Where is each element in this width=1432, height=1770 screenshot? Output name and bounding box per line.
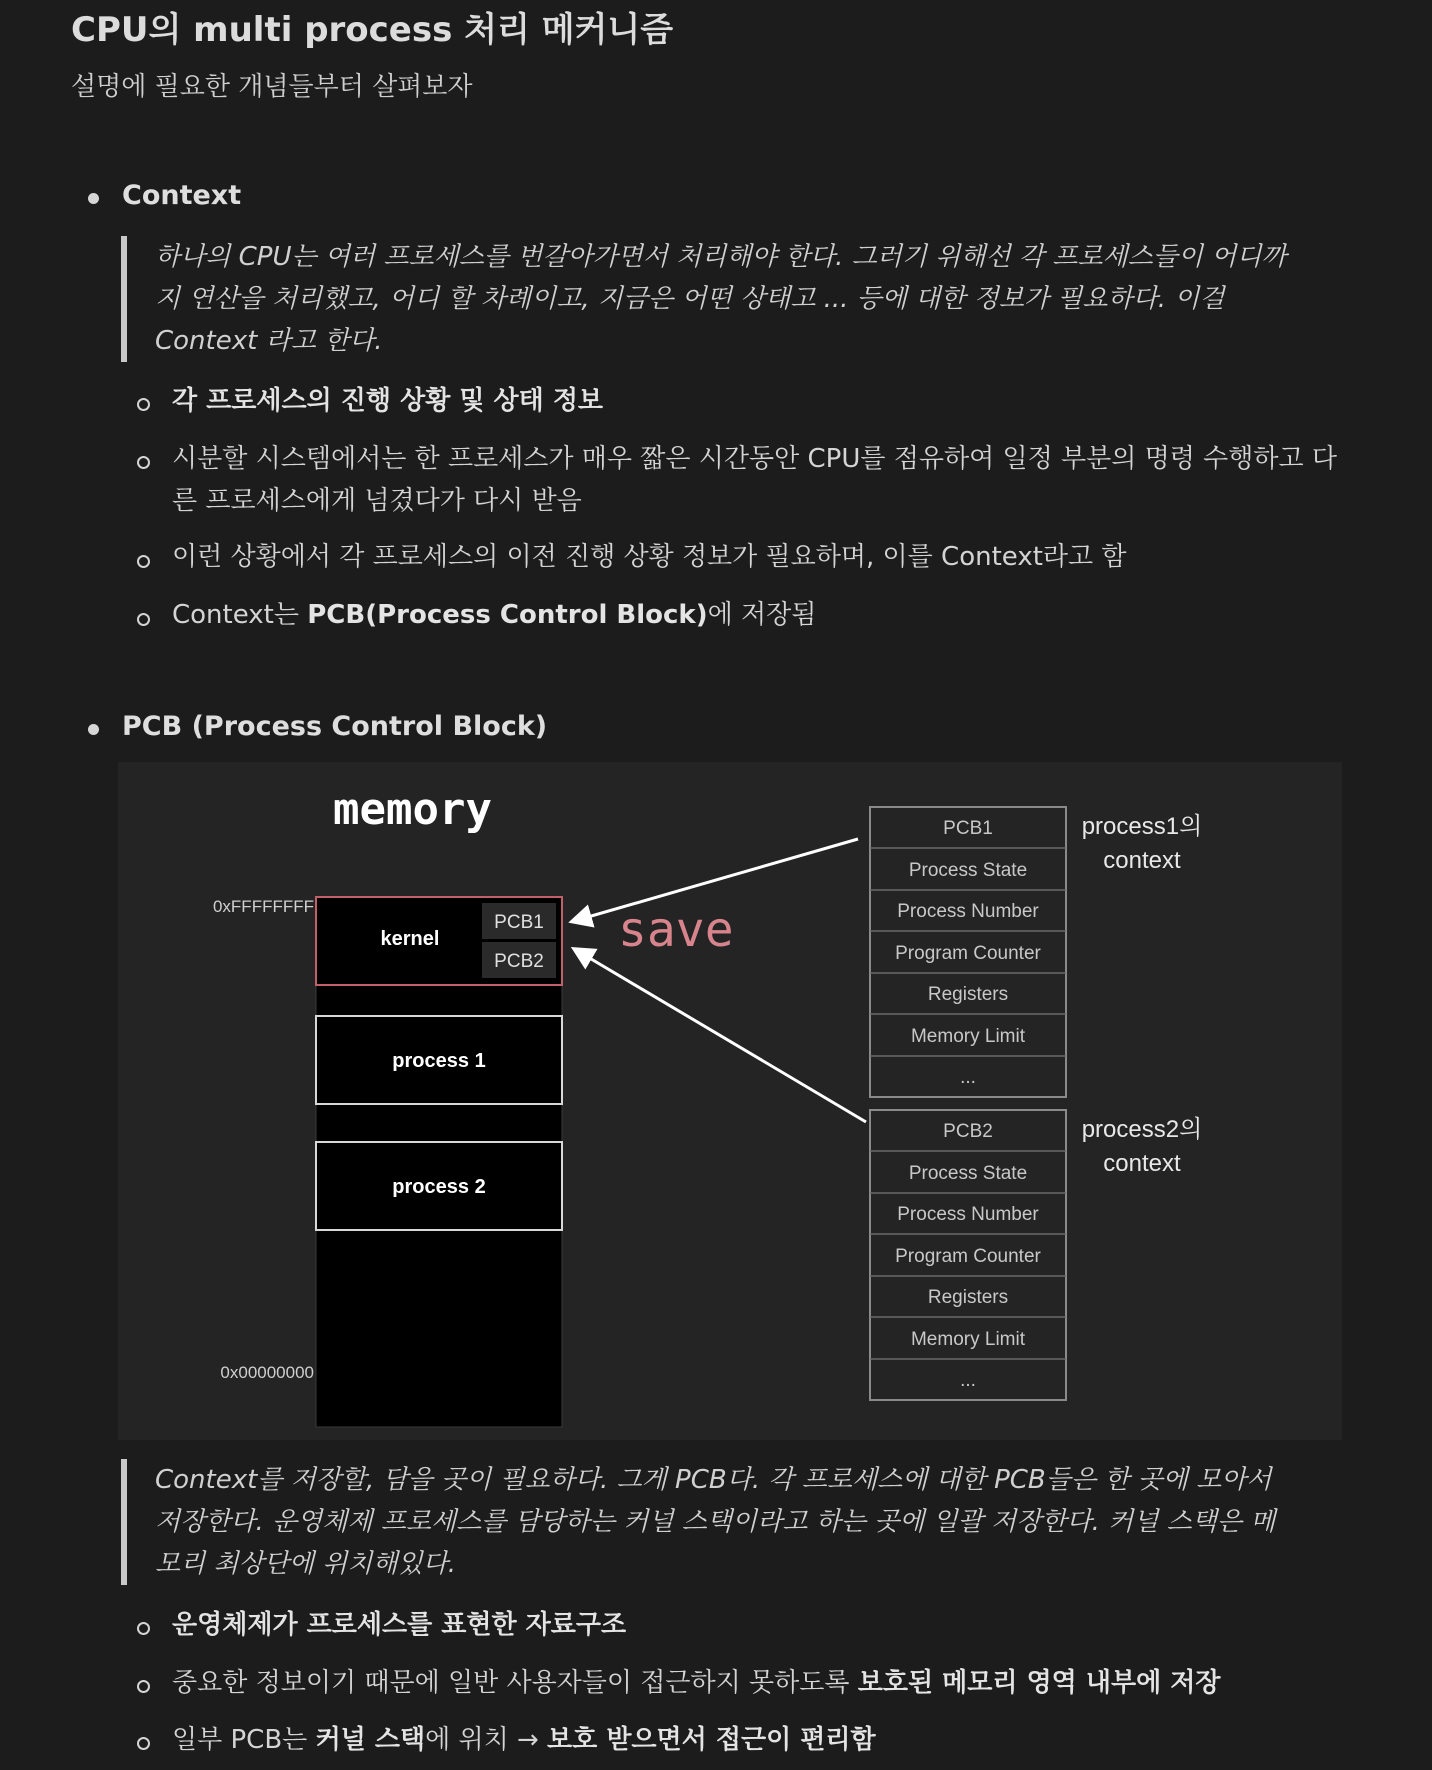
- pcb-item-1: [172, 1604, 1342, 1646]
- pcb2-row-memory-limit: Memory Limit: [910, 1329, 1026, 1350]
- kernel-pcb1-label: PCB1: [494, 912, 544, 933]
- context-item-4-bold: PCB(Process Control Block): [307, 600, 708, 630]
- pcb1-row-memory-limit: Memory Limit: [910, 1026, 1026, 1047]
- pcb-item-2-bold: 보호된 메모리 영역 내부에 저장: [857, 1668, 1221, 1698]
- sub-bullet-dot: [137, 398, 150, 411]
- pcb1-row-state: Process State: [908, 860, 1028, 881]
- context-item-1-bold: 각 프로세스의 진행 상황 및 상태 정보: [172, 386, 604, 416]
- context-item-4-post: 에 저장됨: [707, 600, 817, 630]
- bullet-dot: [88, 193, 99, 204]
- pcb1-row-counter: Program Counter: [895, 943, 1041, 964]
- pcb1-caption-line1: process1의: [1081, 813, 1203, 840]
- sub-bullet-dot: [137, 613, 150, 626]
- sub-bullet-dot: [137, 1680, 150, 1693]
- pcb2-row-number: Process Number: [897, 1204, 1039, 1225]
- context-quote: 하나의 CPU는 여러 프로세스를 번갈아가면서 처리해야 한다. 그러기 위해선 각 프로세스들이 어디까지 연산을 처리했고, 어디 할 차례이고, 지금은 어떤 상태고 ... 등에 대한 정보가 필요하다. 이걸 Context 라고 한다.: [121, 236, 1291, 362]
- page-title: CPU의 multi process 처리 메커니즘: [71, 10, 674, 50]
- pcb-item-2: [172, 1662, 1342, 1704]
- save-arrow-pcb2: [576, 950, 866, 1122]
- pcb1-row-registers: Registers: [927, 984, 1009, 1005]
- pcb2-row-state: Process State: [908, 1163, 1028, 1184]
- kernel-pcb2-label: PCB2: [494, 951, 544, 972]
- pcb1-caption-line2: context: [1103, 847, 1181, 874]
- pcb-quote: Context를 저장할, 담을 곳이 필요하다. 그게 PCB다. 각 프로세스에 대한 PCB들은 한 곳에 모아서 저장한다. 운영체제 프로세스를 담당하는 커널 스택이라고 하는 곳에 일괄 저장한다. 커널 스택은 메모리 최상단에 위치해있다.: [121, 1459, 1291, 1585]
- pcb2-row-registers: Registers: [927, 1287, 1009, 1308]
- pcb1-row-number: Process Number: [897, 901, 1039, 922]
- save-label: save: [618, 902, 734, 958]
- subtitle: 설명에 필요한 개념들부터 살펴보자: [71, 72, 473, 102]
- pcb-item-2-pre: 중요한 정보이기 때문에 일반 사용자들이 접근하지 못하도록: [172, 1668, 858, 1698]
- context-item-1: [172, 380, 1342, 422]
- pcb2-caption-line2: context: [1103, 1150, 1181, 1177]
- pcb-heading: PCB (Process Control Block): [122, 711, 548, 742]
- pcb-diagram: [118, 762, 1342, 1440]
- memory-label: memory: [333, 784, 492, 835]
- pcb-item-3-pre: 일부 PCB는: [172, 1725, 316, 1755]
- context-heading: Context: [122, 180, 242, 211]
- pcb1-table: [870, 807, 1202, 1097]
- sub-bullet-dot: [137, 1737, 150, 1750]
- address-top: 0xFFFFFFFF: [212, 897, 314, 916]
- bullet-dot: [88, 724, 99, 735]
- sub-bullet-dot: [137, 456, 150, 469]
- kernel-label: kernel: [380, 928, 440, 950]
- process2-label: process 2: [392, 1176, 486, 1198]
- context-item-3: 이런 상황에서 각 프로세스의 이전 진행 상황 정보가 필요하며, 이를 Context라고 함: [172, 542, 1127, 572]
- context-item-4-pre: Context는: [172, 600, 308, 630]
- pcb-item-1-bold: 운영체제가 프로세스를 표현한 자료구조: [172, 1610, 627, 1640]
- context-item-4: [172, 594, 1342, 636]
- pcb-item-3-post: 에 위치 →: [425, 1725, 548, 1755]
- process1-label: process 1: [392, 1050, 486, 1072]
- pcb2-row-title: PCB2: [943, 1121, 993, 1142]
- address-bottom: 0x00000000: [220, 1363, 314, 1382]
- pcb-item-3: [172, 1719, 1342, 1761]
- pcb2-table: [870, 1110, 1202, 1400]
- sub-bullet-dot: [137, 1622, 150, 1635]
- pcb-item-3-bold2: 보호 받으면서 접근이 편리함: [547, 1725, 876, 1755]
- pcb2-caption-line1: process2의: [1081, 1116, 1203, 1143]
- pcb1-row-title: PCB1: [943, 818, 993, 839]
- pcb2-row-ellipsis: ...: [960, 1370, 976, 1391]
- sub-bullet-dot: [137, 555, 150, 568]
- pcb-item-3-bold: 커널 스택: [315, 1725, 426, 1755]
- pcb1-row-ellipsis: ...: [960, 1067, 976, 1088]
- pcb2-row-counter: Program Counter: [895, 1246, 1041, 1267]
- context-item-2: 시분할 시스템에서는 한 프로세스가 매우 짧은 시간동안 CPU를 점유하여 일정 부분의 명령 수행하고 다른 프로세스에게 넘겼다가 다시 받음: [172, 444, 1337, 516]
